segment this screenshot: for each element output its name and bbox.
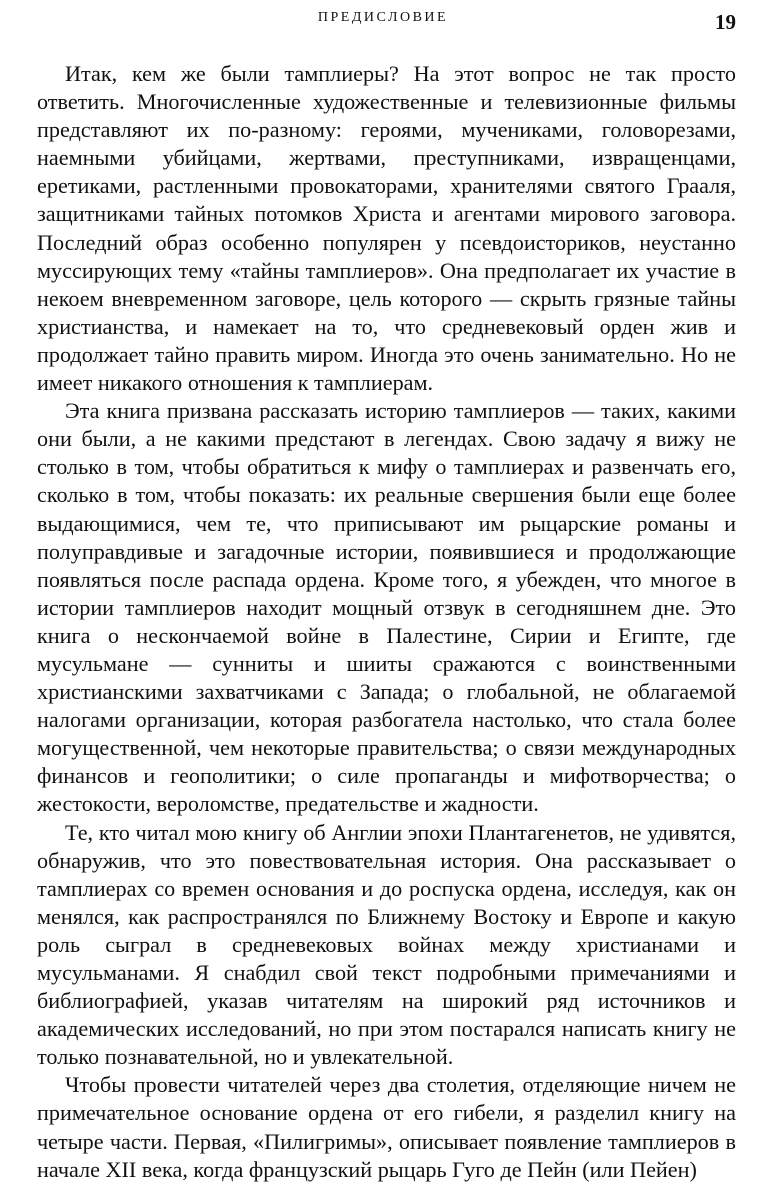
page-number: 19 <box>715 10 736 34</box>
body-text <box>37 60 736 1184</box>
running-head <box>0 9 766 33</box>
paragraph-3: Те, кто читал мою книгу об Англии эпохи Плантагенетов, не удивятся, обнаружив, что это повествовательная история. Она рассказывает о тамплиерах со времен основания и до роспуска ордена, исследуя, как он менялся, как распространялся по Ближнему Востоку и Европе и какую роль сыграл в средневековых войнах между христианами и мусульманами. Я снабдил свой текст подробными примечаниями и библиографией, указав читателям на широкий ряд источников и академических исследований, но при этом постарался написать книгу не только познавательной, но и увлекательной. <box>37 819 736 1070</box>
paragraph-4: Чтобы провести читателей через два столетия, отделяющие ничем не примечательное основание ордена от его гибели, я разделил книгу на четыре части. Первая, «Пилигримы», описывает появление тамплиеров в начале XII века, когда французский рыцарь Гуго де Пейн (или Пейен) <box>37 1072 736 1182</box>
paragraph-2: Эта книга призвана рассказать историю тамплиеров — таких, какими они были, а не какими предстают в легендах. Свою задачу я вижу не столько в том, чтобы обратиться к мифу о тамплиерах и развенчать его, сколько в том, чтобы показать: их реальные свершения были еще более выдающимися, чем те, что приписывают им рыцарские романы и полуправдивые и загадочные истории, появившиеся и продолжающие появляться после распада ордена. Кроме того, я убежден, что многое в истории тамплиеров находит мощный отзвук в сегодняшнем дне. Это книга о нескончаемой войне в Палестине, Сирии и Египте, где мусульмане — сунниты и шииты сражаются с воинственными христианскими захватчиками с Запада; о глобальной, не облагаемой налогами организации, которая разбогатела настолько, что стала более могущественной, чем некоторые правительства; о связи международных финансов и геополитики; о силе пропаганды и мифотворчества; о жестокости, вероломстве, предательстве и жадности. <box>37 398 736 817</box>
paragraph-1: Итак, кем же были тамплиеры? На этот вопрос не так просто ответить. Многочисленные художественные и телевизионные фильмы представляют их по-разному: героями, мучениками, головорезами, наемными убийцами, жертвами, преступниками, извращенцами, еретиками, растленными провокаторами, хранителями святого Грааля, защитниками тайных потомков Христа и агентами мирового заговора. Последний образ особенно популярен у псевдоисториков, неустанно муссирующих тему «тайны тамплиеров». Она предполагает их участие в некоем вневременном заговоре, цель которого — скрыть грязные тайны христианства, и намекает на то, что средневековый орден жив и продолжает тайно править миром. Иногда это очень занимательно. Но не имеет никакого отношения к тамплиерам. <box>37 61 736 396</box>
running-head-title: ПРЕДИСЛОВИЕ <box>317 10 449 25</box>
